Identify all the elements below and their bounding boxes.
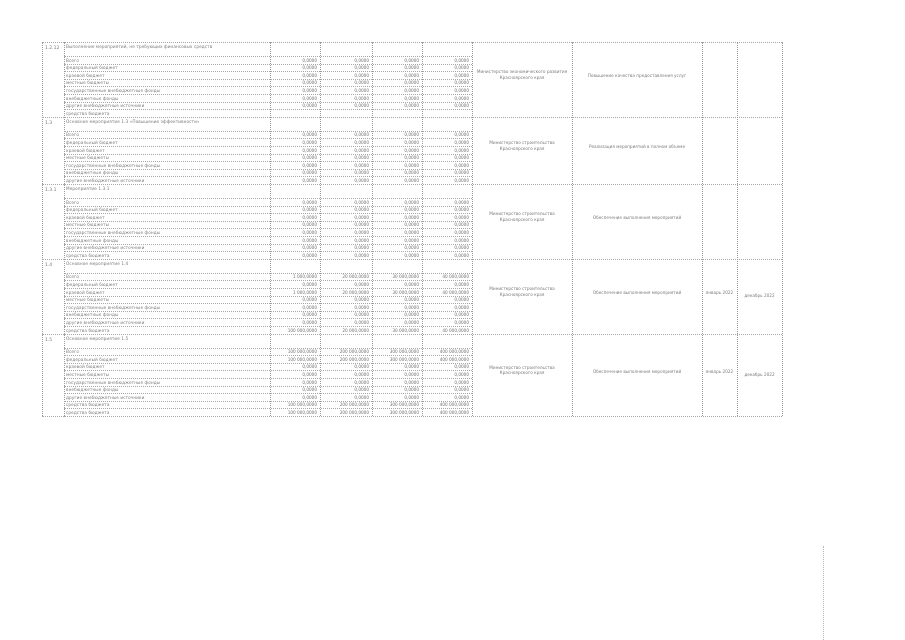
row-value: 0,0000	[354, 214, 369, 220]
row-value: 400 000,0000	[439, 356, 469, 362]
row-label: федеральный бюджет	[66, 207, 118, 213]
row-value: 0,0000	[302, 147, 317, 153]
row-label: краевой бюджет	[66, 72, 105, 78]
row-value: 0,0000	[404, 57, 419, 63]
row-value: 1 000,0000	[293, 289, 317, 295]
row-value: 0,0000	[454, 147, 469, 153]
row-label: внебюджетные фонды	[66, 237, 119, 243]
row-value: 40 000,0000	[442, 274, 469, 280]
row-value: 0,0000	[302, 379, 317, 385]
executor-note: Министерство экономического развития Красноярского края	[476, 69, 568, 80]
row-value: 0,0000	[454, 132, 469, 138]
row-label: Всего	[66, 274, 80, 280]
section-code: 1.3.1	[45, 188, 57, 193]
row-value: 0,0000	[454, 379, 469, 385]
row-value: 0,0000	[404, 394, 419, 400]
row-value: 0,0000	[404, 95, 419, 101]
row-value: 0,0000	[354, 394, 369, 400]
row-value: 0,0000	[454, 371, 469, 377]
row-value: 0,0000	[454, 364, 469, 370]
column-line	[702, 42, 703, 416]
row-label: Всего	[66, 349, 80, 355]
row-value: 0,0000	[454, 281, 469, 287]
row-value: 0,0000	[404, 207, 419, 213]
row-value: 0,0000	[354, 177, 369, 183]
row-value: 0,0000	[404, 252, 419, 258]
section-title: Основное мероприятие 1.5	[66, 335, 129, 341]
row-value: 30 000,0000	[392, 274, 419, 280]
row-value: 0,0000	[404, 65, 419, 71]
row-value: 0,0000	[404, 319, 419, 325]
row-value: 0,0000	[404, 177, 419, 183]
row-value: 0,0000	[302, 245, 317, 251]
row-label: средства бюджета	[66, 110, 110, 116]
result-note: Обеспечение выполнения мероприятий	[592, 215, 682, 221]
row-value: 0,0000	[404, 371, 419, 377]
section-divider	[42, 184, 782, 185]
row-value: 0,0000	[404, 364, 419, 370]
row-label: государственные внебюджетные фонды	[66, 304, 161, 310]
row-value: 0,0000	[302, 95, 317, 101]
row-value: 1 000,0000	[293, 274, 317, 280]
row-value: 0,0000	[454, 103, 469, 109]
row-label: краевой бюджет	[66, 147, 105, 153]
row-value: 0,0000	[354, 312, 369, 318]
row-value: 0,0000	[404, 155, 419, 161]
row-value: 0,0000	[404, 87, 419, 93]
row-value: 0,0000	[354, 147, 369, 153]
row-value: 0,0000	[354, 319, 369, 325]
row-label: Всего	[66, 199, 80, 205]
row-label: краевой бюджет	[66, 214, 105, 220]
row-value: 0,0000	[454, 139, 469, 145]
row-label: другие внебюджетные источники	[66, 103, 145, 109]
row-value: 0,0000	[354, 95, 369, 101]
row-value: 0,0000	[354, 387, 369, 393]
row-label: государственные внебюджетные фонды	[66, 379, 161, 385]
row-value: 0,0000	[454, 65, 469, 71]
row-value: 0,0000	[302, 65, 317, 71]
row-label: федеральный бюджет	[66, 65, 118, 71]
row-value: 0,0000	[354, 364, 369, 370]
row-value: 0,0000	[454, 57, 469, 63]
row-value: 100 000,0000	[287, 402, 317, 408]
section-divider	[42, 259, 782, 260]
row-value: 0,0000	[302, 252, 317, 258]
row-value: 0,0000	[354, 371, 369, 377]
row-value: 0,0000	[354, 139, 369, 145]
row-value: 0,0000	[354, 281, 369, 287]
row-value: 0,0000	[302, 132, 317, 138]
executor-note: Министерство строительства Красноярского края	[489, 211, 555, 222]
row-value: 0,0000	[354, 237, 369, 243]
start-date: январь 2022	[705, 368, 734, 374]
row-value: 0,0000	[454, 162, 469, 168]
row-value: 0,0000	[454, 312, 469, 318]
row-value: 0,0000	[404, 72, 419, 78]
row-value: 0,0000	[404, 312, 419, 318]
row-label: государственные внебюджетные фонды	[66, 87, 161, 93]
row-value: 0,0000	[454, 72, 469, 78]
row-value: 400 000,0000	[439, 349, 469, 355]
row-value: 0,0000	[302, 394, 317, 400]
row-value: 40 000,0000	[442, 327, 469, 333]
row-value: 300 000,0000	[389, 356, 419, 362]
result-note: Обеспечение выполнения мероприятий	[592, 368, 682, 374]
row-value: 0,0000	[354, 229, 369, 235]
row-value: 0,0000	[302, 72, 317, 78]
row-value: 0,0000	[354, 199, 369, 205]
row-value: 0,0000	[404, 170, 419, 176]
row-value: 0,0000	[404, 103, 419, 109]
column-line	[64, 42, 65, 416]
row-value: 20 000,0000	[342, 274, 369, 280]
row-value: 0,0000	[404, 229, 419, 235]
row-value: 0,0000	[302, 214, 317, 220]
section-code: 1.2.12	[45, 46, 60, 51]
row-label: федеральный бюджет	[66, 356, 118, 362]
result-note: Повышение качества предоставления услуг	[587, 73, 687, 79]
row-label: внебюджетные фонды	[66, 312, 119, 318]
row-label: местные бюджеты	[66, 80, 110, 86]
row-value: 0,0000	[454, 237, 469, 243]
row-label: другие внебюджетные источники	[66, 394, 145, 400]
row-value: 0,0000	[302, 87, 317, 93]
section-divider	[42, 416, 782, 417]
section-code: 1.3	[45, 120, 53, 126]
row-label: другие внебюджетные источники	[66, 177, 145, 183]
row-value: 0,0000	[302, 222, 317, 228]
row-value: 0,0000	[454, 304, 469, 310]
row-value: 0,0000	[302, 387, 317, 393]
row-value: 0,0000	[354, 297, 369, 303]
row-label: местные бюджеты	[66, 371, 110, 377]
row-value: 200 000,0000	[339, 356, 369, 362]
row-value: 100 000,0000	[287, 356, 317, 362]
section-title: Основное мероприятие 1.3 «Повышение эффективности»	[66, 118, 200, 124]
row-value: 200 000,0000	[339, 409, 369, 415]
row-value: 0,0000	[404, 222, 419, 228]
row-value: 0,0000	[454, 229, 469, 235]
row-value: 0,0000	[302, 139, 317, 145]
column-line	[572, 42, 573, 416]
end-date: декабрь 2022	[744, 293, 775, 299]
row-label: средства бюджета	[66, 409, 110, 415]
row-label: федеральный бюджет	[66, 281, 118, 287]
row-value: 0,0000	[354, 222, 369, 228]
row-value: 0,0000	[454, 80, 469, 86]
row-value: 0,0000	[354, 65, 369, 71]
row-value: 0,0000	[454, 87, 469, 93]
row-label: средства бюджета	[66, 252, 110, 258]
row-value: 0,0000	[404, 199, 419, 205]
start-date: январь 2022	[705, 290, 734, 296]
row-value: 0,0000	[302, 237, 317, 243]
row-value: 100 000,0000	[287, 327, 317, 333]
table-top-border	[42, 42, 782, 43]
row-value: 0,0000	[354, 103, 369, 109]
row-value: 0,0000	[454, 177, 469, 183]
row-label: федеральный бюджет	[66, 139, 118, 145]
document-table	[42, 42, 782, 552]
row-value: 0,0000	[302, 177, 317, 183]
row-value: 0,0000	[454, 394, 469, 400]
row-label: краевой бюджет	[66, 289, 105, 295]
row-value: 0,0000	[302, 371, 317, 377]
row-value: 200 000,0000	[339, 349, 369, 355]
row-value: 0,0000	[404, 132, 419, 138]
row-value: 0,0000	[302, 80, 317, 86]
row-label: средства бюджета	[66, 327, 110, 333]
row-value: 0,0000	[404, 379, 419, 385]
row-value: 0,0000	[404, 281, 419, 287]
row-value: 0,0000	[404, 80, 419, 86]
column-line	[372, 42, 373, 416]
row-value: 100 000,0000	[287, 409, 317, 415]
column-line	[270, 42, 271, 416]
row-value: 0,0000	[404, 387, 419, 393]
section-code: 1.5	[45, 337, 53, 343]
row-value: 0,0000	[302, 199, 317, 205]
row-label: средства бюджета	[66, 402, 110, 408]
row-value: 300 000,0000	[389, 409, 419, 415]
row-value: 0,0000	[302, 297, 317, 303]
row-label: Всего	[66, 132, 80, 138]
executor-note: Министерство строительства Красноярского края	[489, 140, 555, 151]
column-line	[422, 42, 423, 416]
row-label: внебюджетные фонды	[66, 95, 119, 101]
row-value: 0,0000	[302, 319, 317, 325]
row-label: внебюджетные фонды	[66, 170, 119, 176]
end-date: декабрь 2022	[744, 371, 775, 377]
row-value: 0,0000	[302, 170, 317, 176]
row-label: государственные внебюджетные фонды	[66, 229, 161, 235]
page-edge-line	[823, 546, 824, 640]
row-label: местные бюджеты	[66, 222, 110, 228]
section-title: Выполнение мероприятий, не требующих финансовых средств	[66, 44, 213, 49]
row-value: 0,0000	[302, 364, 317, 370]
row-value: 0,0000	[354, 132, 369, 138]
row-value: 40 000,0000	[442, 289, 469, 295]
row-value: 0,0000	[454, 387, 469, 393]
row-value: 0,0000	[404, 139, 419, 145]
row-value: 0,0000	[302, 281, 317, 287]
executor-note: Министерство строительства Красноярского края	[489, 286, 555, 297]
row-label: внебюджетные фонды	[66, 387, 119, 393]
row-value: 20 000,0000	[342, 327, 369, 333]
row-value: 300 000,0000	[389, 349, 419, 355]
row-value: 0,0000	[454, 95, 469, 101]
row-value: 0,0000	[404, 214, 419, 220]
row-value: 200 000,0000	[339, 402, 369, 408]
column-line	[42, 42, 43, 416]
section-title: Мероприятие 1.3.1	[66, 186, 110, 191]
row-value: 20 000,0000	[342, 289, 369, 295]
row-value: 0,0000	[354, 87, 369, 93]
column-line	[737, 42, 738, 416]
row-value: 0,0000	[302, 103, 317, 109]
row-value: 0,0000	[454, 199, 469, 205]
row-value: 0,0000	[454, 155, 469, 161]
row-value: 0,0000	[454, 207, 469, 213]
row-value: 0,0000	[354, 252, 369, 258]
row-value: 0,0000	[404, 147, 419, 153]
row-label: местные бюджеты	[66, 155, 110, 161]
row-value: 0,0000	[302, 57, 317, 63]
row-value: 30 000,0000	[392, 289, 419, 295]
row-value: 0,0000	[404, 237, 419, 243]
row-value: 400 000,0000	[439, 409, 469, 415]
row-value: 0,0000	[354, 245, 369, 251]
row-value: 0,0000	[354, 80, 369, 86]
row-value: 0,0000	[302, 304, 317, 310]
row-value: 0,0000	[354, 304, 369, 310]
row-value: 0,0000	[454, 222, 469, 228]
row-value: 0,0000	[302, 229, 317, 235]
row-label: другие внебюджетные источники	[66, 245, 145, 251]
row-value: 0,0000	[454, 319, 469, 325]
row-value: 0,0000	[404, 304, 419, 310]
row-value: 0,0000	[302, 312, 317, 318]
section-code: 1.4	[45, 262, 53, 268]
column-line	[782, 42, 783, 416]
row-value: 300 000,0000	[389, 402, 419, 408]
row-value: 0,0000	[404, 297, 419, 303]
row-value: 0,0000	[454, 252, 469, 258]
row-value: 0,0000	[354, 170, 369, 176]
row-label: другие внебюджетные источники	[66, 319, 145, 325]
section-title: Основное мероприятие 1.4	[66, 260, 129, 266]
column-line	[320, 42, 321, 416]
row-value: 0,0000	[404, 162, 419, 168]
row-value: 0,0000	[354, 155, 369, 161]
row-value: 0,0000	[454, 245, 469, 251]
row-label: государственные внебюджетные фонды	[66, 162, 161, 168]
row-value: 0,0000	[302, 207, 317, 213]
row-value: 0,0000	[454, 297, 469, 303]
row-value: 0,0000	[302, 155, 317, 161]
row-value: 0,0000	[454, 214, 469, 220]
row-value: 0,0000	[454, 170, 469, 176]
result-note: Обеспечение выполнения мероприятий	[592, 290, 682, 296]
row-value: 0,0000	[404, 245, 419, 251]
section-divider	[42, 117, 782, 118]
row-value: 0,0000	[354, 57, 369, 63]
row-value: 400 000,0000	[439, 402, 469, 408]
row-label: краевой бюджет	[66, 364, 105, 370]
row-value: 0,0000	[354, 162, 369, 168]
executor-note: Министерство строительства Красноярского края	[489, 364, 555, 376]
section-divider	[42, 334, 782, 335]
row-value: 0,0000	[354, 379, 369, 385]
row-value: 0,0000	[354, 207, 369, 213]
row-label: местные бюджеты	[66, 297, 110, 303]
row-value: 30 000,0000	[392, 327, 419, 333]
row-value: 0,0000	[302, 162, 317, 168]
row-value: 0,0000	[354, 72, 369, 78]
row-value: 100 000,0000	[287, 349, 317, 355]
result-note: Реализация мероприятий в полном объеме	[588, 144, 686, 150]
row-label: Всего	[66, 57, 80, 63]
column-line	[472, 42, 473, 416]
